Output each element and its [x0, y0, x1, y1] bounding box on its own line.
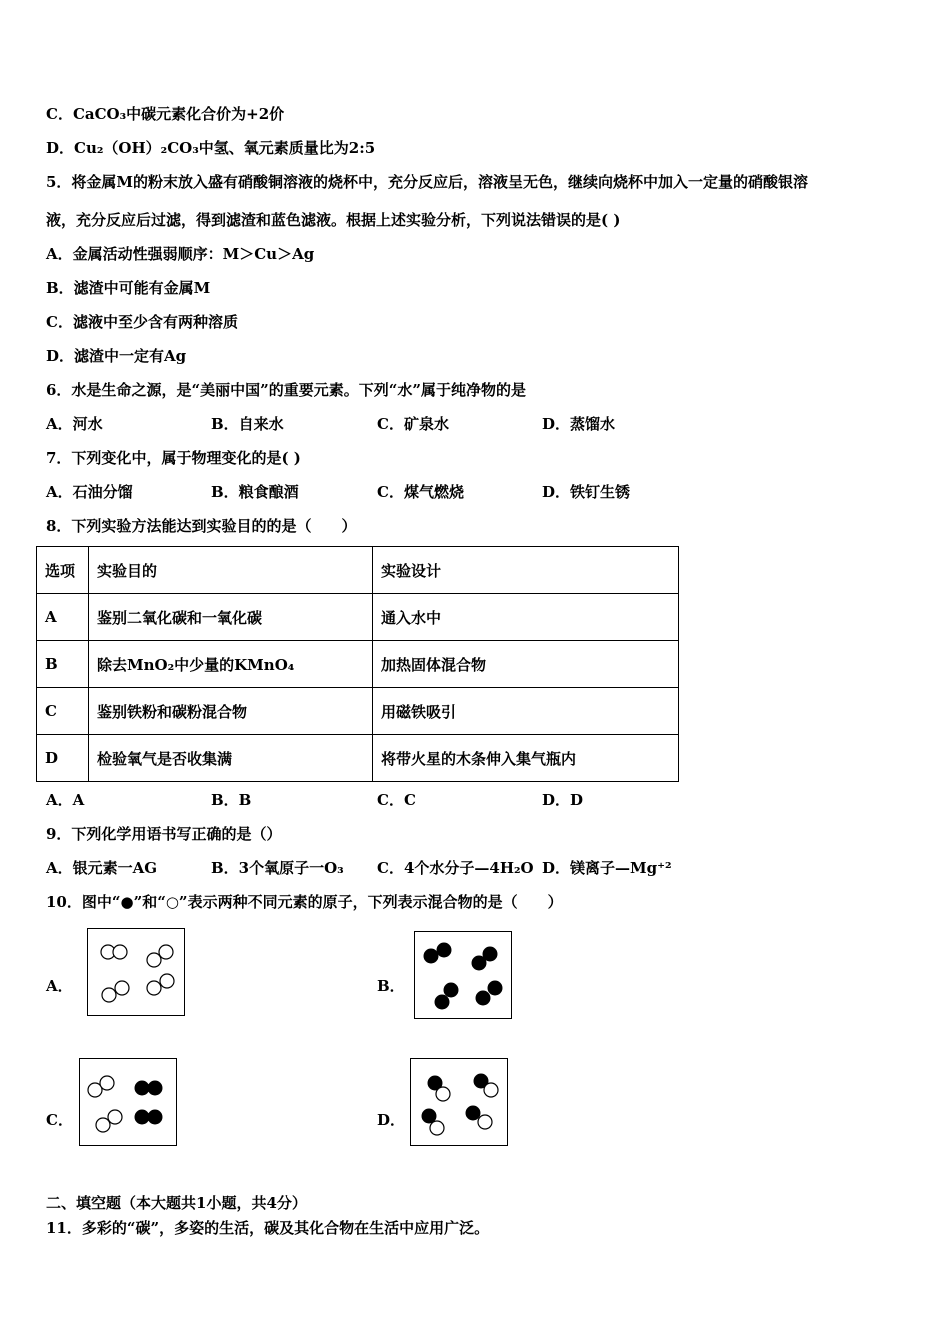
q9-option-d: D．镁离子—Mg⁺²	[542, 859, 672, 877]
table-cell: 鉴别二氧化碳和一氧化碳	[89, 594, 373, 641]
q4-option-d: D．Cu₂（OH）₂CO₃中氢、氧元素质量比为2:5	[46, 139, 376, 157]
q8-option-d: D．D	[542, 791, 584, 809]
q8-stem: 8．下列实验方法能达到实验目的的是（ ）	[46, 517, 357, 535]
q6-option-b: B．自来水	[211, 415, 284, 433]
q7-option-a: A．石油分馏	[46, 483, 133, 501]
q7-option-d: D．铁钉生锈	[542, 483, 631, 501]
q7-option-b: B．粮食酿酒	[211, 483, 299, 501]
q9-option-b: B．3个氧原子一O₃	[211, 859, 344, 877]
q5-option-a: A．金属活动性强弱顺序：M＞Cu＞Ag	[46, 245, 315, 263]
molecule-diagram-d	[411, 1059, 507, 1145]
q5-option-c: C．滤液中至少含有两种溶质	[46, 313, 238, 331]
q10-label-b: B．	[377, 977, 405, 995]
q10-figure-a	[87, 928, 185, 1016]
table-header-cell: 实验设计	[373, 547, 679, 594]
q9-option-a: A．银元素一AG	[46, 859, 158, 877]
q8-option-b: B．B	[211, 791, 252, 809]
table-cell: B	[37, 641, 89, 688]
q6-option-a: A．河水	[46, 415, 103, 433]
table-row	[37, 735, 679, 782]
q10-figure-b	[414, 931, 512, 1019]
table-row	[37, 594, 679, 641]
table-header-cell: 实验目的	[89, 547, 373, 594]
table-row	[37, 688, 679, 735]
molecule-diagram-c	[80, 1059, 176, 1145]
q5-option-d: D．滤渣中一定有Ag	[46, 347, 187, 365]
table-row	[37, 641, 679, 688]
section-2-heading: 二、填空题（本大题共1小题，共4分）	[46, 1194, 307, 1212]
q9-stem: 9．下列化学用语书写正确的是（）	[46, 825, 282, 843]
q11-stem: 11．多彩的“碳”，多姿的生活，碳及其化合物在生活中应用广泛。	[46, 1219, 490, 1237]
table-header-row	[37, 547, 679, 594]
q7-option-c: C．煤气燃烧	[377, 483, 464, 501]
q10-stem: 10．图中“●”和“○”表示两种不同元素的原子，下列表示混合物的是（ ）	[46, 893, 563, 911]
table-cell: 检验氧气是否收集满	[89, 735, 373, 782]
q6-option-c: C．矿泉水	[377, 415, 449, 433]
q10-label-d: D．	[377, 1111, 406, 1129]
q8-table	[36, 546, 679, 782]
q8-option-c: C．C	[377, 791, 416, 809]
table-cell: 用磁铁吸引	[373, 688, 679, 735]
table-header-cell: 选项	[37, 547, 89, 594]
q9-option-c: C．4个水分子—4H₂O	[377, 859, 534, 877]
q10-figure-c	[79, 1058, 177, 1146]
table-cell: 加热固体混合物	[373, 641, 679, 688]
q5-stem-line2: 液，充分反应后过滤，得到滤渣和蓝色滤液。根据上述实验分析，下列说法错误的是( )	[46, 211, 621, 229]
table-cell: 鉴别铁粉和碳粉混合物	[89, 688, 373, 735]
q10-label-a: A．	[46, 977, 73, 995]
q4-option-c: C．CaCO₃中碳元素化合价为+2价	[46, 105, 285, 123]
q5-stem-line1: 5．将金属M的粉末放入盛有硝酸铜溶液的烧杯中，充分反应后，溶液呈无色，继续向烧杯中加入一定量的硝酸银溶	[46, 173, 809, 191]
table-cell: C	[37, 688, 89, 735]
q6-stem: 6．水是生命之源，是“美丽中国”的重要元素。下列“水”属于纯净物的是	[46, 381, 526, 399]
q5-option-b: B．滤渣中可能有金属M	[46, 279, 211, 297]
table-cell: D	[37, 735, 89, 782]
molecule-diagram-b	[415, 932, 511, 1018]
table-cell: A	[37, 594, 89, 641]
table-cell: 将带火星的木条伸入集气瓶内	[373, 735, 679, 782]
table-cell: 通入水中	[373, 594, 679, 641]
q10-figure-d	[410, 1058, 508, 1146]
molecule-diagram-a	[88, 929, 184, 1015]
q8-option-a: A．A	[46, 791, 85, 809]
q10-label-c: C．	[46, 1111, 73, 1129]
q7-stem: 7．下列变化中，属于物理变化的是( )	[46, 449, 301, 467]
table-cell: 除去MnO₂中少量的KMnO₄	[89, 641, 373, 688]
q6-option-d: D．蒸馏水	[542, 415, 616, 433]
